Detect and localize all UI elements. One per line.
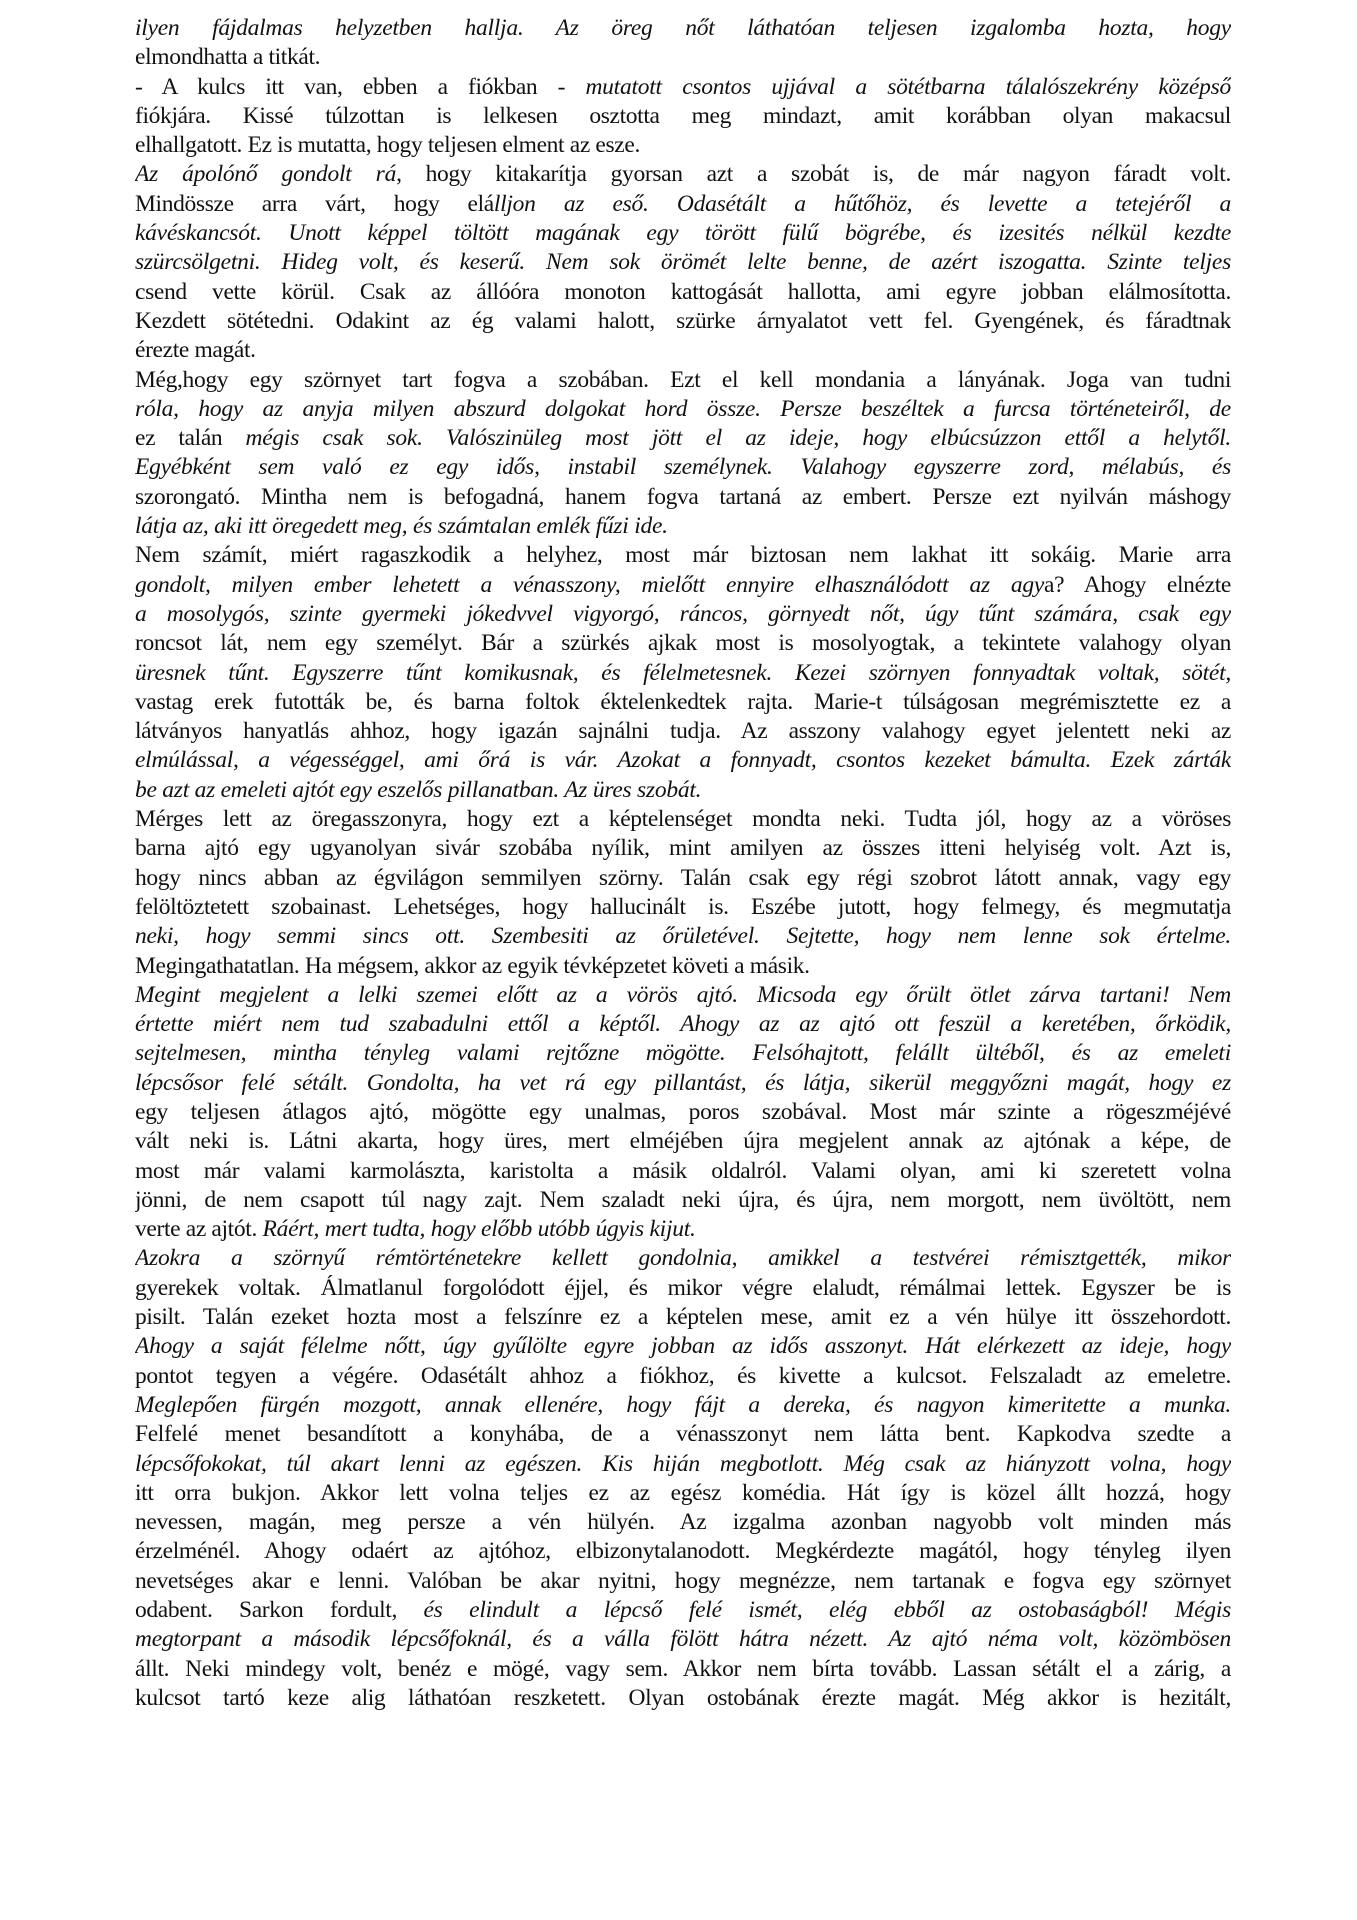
text-line: [135, 1127, 1231, 1156]
document-page: [135, 14, 1231, 1713]
text-line: [135, 1039, 1231, 1068]
text-line: [135, 1332, 1231, 1361]
italic-text-run: a mosolygós, szinte gyermeki jókedvvel vigyorgó, ráncos, görnyedt nőt, úgy tűnt számára, csak egy: [135, 600, 1231, 627]
text-line: [135, 864, 1231, 893]
text-line: [135, 629, 1231, 658]
text-line: [135, 805, 1231, 834]
text-run: - A kulcs itt van, ebben a fiókban -: [135, 73, 586, 100]
text-run: Kezdett sötétedni. Odakint az ég valami halott, szürke árnyalatot vett fel. Gyengének, és fáradtnak: [135, 307, 1231, 334]
text-line: [135, 453, 1231, 482]
italic-text-run: Ráért, mert tudta, hogy előbb utóbb úgyis kijut.: [262, 1216, 696, 1243]
text-line: [135, 1186, 1231, 1215]
text-line: [135, 541, 1231, 570]
text-line: [135, 131, 1231, 160]
italic-text-run: lépcsősor felé sétált. Gondolta, ha vet rá egy pillantást, és látja, sikerül meggyőzni magát, hogy ez: [135, 1069, 1231, 1096]
text-run: vált neki is. Látni akarta, hogy üres, mert elméjében újra megjelent annak az ajtónak a képe, de: [135, 1128, 1231, 1155]
text-run: gyerekek voltak. Álmatlanul forgolódott éjjel, és mikor végre elaludt, rémálmai lettek. Egyszer be is: [135, 1274, 1231, 1301]
text-run: barna ajtó egy ugyanolyan sivár szobába nyílik, mint amilyen az összes itteni helyiség volt. Azt is,: [135, 835, 1231, 862]
italic-text-run: Ahogy a saját félelme nőtt, úgy gyűlölte egyre jobban az idős asszonyt. Hát elérkezett az ideje, hogy: [135, 1333, 1231, 1360]
text-line: [135, 981, 1231, 1010]
italic-text-run: lljon az eső. Odasétált a hűtőhöz, és levette a tetejéről a: [493, 190, 1231, 217]
italic-text-run: róla, hogy az anyja milyen abszurd dolgokat hord össze. Persze beszéltek a furcsa történeteiről, de: [135, 395, 1231, 422]
text-line: [135, 190, 1231, 219]
italic-text-run: sejtelmesen, mintha tényleg valami rejtőzne mögötte. Felsóhajtott, felállt ültéből, és az emeleti: [135, 1040, 1231, 1067]
text-line: [135, 1215, 1231, 1244]
text-run: fiókjára. Kissé túlzottan is lelkesen osztotta meg mindazt, amit korábban olyan makacsul: [135, 102, 1231, 129]
italic-text-run: ilyen fájdalmas helyzetben hallja. Az öreg nőt láthatóan teljesen izgalomba hozta, hogy: [135, 15, 1231, 41]
text-run: pisilt. Talán ezeket hozta most a felszínre ez a képtelen mese, amit ez a vén hülye itt összehordott.: [135, 1304, 1231, 1331]
italic-text-run: Azokra a szörnyű rémtörténetekre kellett gondolnia, amikkel a testvérei rémisztgették, mikor: [135, 1245, 1231, 1272]
text-line: [135, 248, 1231, 277]
text-line: [135, 600, 1231, 629]
text-line: [135, 1157, 1231, 1186]
text-run: jönni, de nem csapott túl nagy zajt. Nem szaladt neki újra, és újra, nem morgott, nem üvöltött, nem: [135, 1186, 1231, 1213]
italic-text-run: elmúlással, a végességgel, ami őrá is vár. Azokat a fonnyadt, csontos kezeket bámulta. Ezek zárták: [135, 747, 1231, 774]
text-run: nevetséges akar e lenni. Valóban be akar nyitni, hogy megnézze, nem tartanak e fogva egy szörnyet: [135, 1567, 1231, 1594]
text-line: [135, 73, 1231, 102]
italic-text-run: szürcsölgetni. Hideg volt, és keserű. Nem sok örömét lelte benne, de azért iszogatta. Szinte teljes: [135, 249, 1231, 276]
text-line: [135, 1244, 1231, 1273]
text-line: [135, 1479, 1231, 1508]
text-line: [135, 1450, 1231, 1479]
text-run: szorongató. Mintha nem is befogadná, hanem fogva tartaná az embert. Persze ezt nyilván máshogy: [135, 483, 1231, 510]
text-run: odabent. Sarkon fordult,: [135, 1597, 424, 1624]
italic-text-run: mégis csak sok. Valószinüleg most jött el az ideje, hogy elbúcsúzzon ettől a helytől.: [245, 425, 1231, 452]
italic-text-run: Megint megjelent a lelki szemei előtt az a vörös ajtó. Micsoda egy őrült ötlet zárva tartani! Nem: [135, 981, 1231, 1008]
text-line: [135, 1274, 1231, 1303]
text-run: Mérges lett az öregasszonyra, hogy ezt a képtelenséget mondta neki. Tudta jól, hogy az a vöröses: [135, 806, 1231, 833]
text-line: [135, 1069, 1231, 1098]
text-run: a? Ahogy elnézte: [1044, 571, 1231, 598]
text-line: [135, 1625, 1231, 1654]
italic-text-run: Egyébként sem való ez egy idős, instabil személynek. Valahogy egyszerre zord, mélabús, és: [135, 454, 1231, 481]
text-run: vastag erek futották be, és barna foltok éktelenkedtek rajta. Marie-t túlságosan megrémisztette ez a: [135, 688, 1231, 715]
text-line: [135, 160, 1231, 189]
text-run: érezte magát.: [135, 337, 256, 364]
text-run: látványos hanyatlás ahhoz, hogy igazán sajnálni tudja. Az asszony valahogy egyet jelentett neki az: [135, 718, 1231, 745]
text-run: Megingathatatlan. Ha mégsem, akkor az egyik tévképzetet követi a másik.: [135, 952, 810, 979]
text-run: egy teljesen átlagos ajtó, mögötte egy unalmas, poros szobával. Most már szinte a rögeszméjévé: [135, 1098, 1231, 1125]
italic-text-run: kávéskancsót. Unott képpel töltött magának egy törött fülű bögrébe, és izesités nélkül kezdte: [135, 220, 1231, 247]
text-line: [135, 219, 1231, 248]
text-run: állt. Neki mindegy volt, benéz e mögé, vagy sem. Akkor nem bírta tovább. Lassan sétált el a zárig, a: [135, 1655, 1231, 1682]
text-run: felöltöztetett szobainast. Lehetséges, hogy hallucinált is. Eszébe jutott, hogy felmegy, és megmutatja: [135, 893, 1231, 920]
text-run: elhallgatott. Ez is mutatta, hogy teljesen elment az esze.: [135, 132, 640, 159]
text-line: [135, 1655, 1231, 1684]
text-line: [135, 336, 1231, 365]
text-line: [135, 1567, 1231, 1596]
text-run: nevessen, magán, meg persze a vén hülyén. Az izgalma azonban nagyobb volt minden más: [135, 1509, 1231, 1536]
italic-text-run: lépcsőfokokat, túl akart lenni az egészen. Kis hiján megbotlott. Még csak az hiányzott volna, hogy: [135, 1450, 1231, 1477]
text-line: [135, 307, 1231, 336]
text-line: [135, 1684, 1231, 1713]
text-run: verte az ajtót.: [135, 1216, 263, 1243]
italic-text-run: Az ápolónő gondolt rá: [135, 161, 397, 188]
italic-text-run: üresnek tűnt. Egyszerre tűnt komikusnak, és félelmetesnek. Kezei szörnyen fonnyadtak voltak, sötét,: [135, 659, 1231, 686]
text-line: [135, 717, 1231, 746]
text-line: [135, 395, 1231, 424]
text-run: most már valami karmolászta, karistolta a másik oldalról. Valami olyan, ami ki szeretett volna: [135, 1157, 1231, 1184]
italic-text-run: látja az, aki itt öregedett meg, és számtalan emlék fűzi ide.: [135, 513, 668, 540]
text-run: Még,hogy egy szörnyet tart fogva a szobában. Ezt el kell mondania a lányának. Joga van tudni: [135, 366, 1231, 393]
text-line: [135, 688, 1231, 717]
text-line: [135, 659, 1231, 688]
text-run: pontot tegyen a végére. Odasétált ahhoz a fiókhoz, és kivette a kulcsot. Felszaladt az emeletre.: [135, 1362, 1231, 1389]
text-run: roncsot lát, nem egy személyt. Bár a szürkés ajkak most is mosolyogtak, a tekintete valahogy olyan: [135, 630, 1231, 657]
text-line: [135, 483, 1231, 512]
italic-text-run: és elindult a lépcső felé ismét, elég ebből az ostobaságból! Mégis: [423, 1597, 1231, 1624]
italic-text-run: neki, hogy semmi sincs ott. Szembesiti az őrületével. Sejtette, hogy nem lenne sok értelme.: [135, 923, 1231, 950]
text-run: , hogy kitakarítja gyorsan azt a szobát is, de már nagyon fáradt volt.: [396, 161, 1231, 188]
text-line: [135, 1098, 1231, 1127]
text-run: Felfelé menet besandított a konyhába, de a vénasszonyt nem látta bent. Kapkodva szedte a: [135, 1421, 1231, 1448]
text-line: [135, 43, 1231, 72]
text-line: [135, 893, 1231, 922]
italic-text-run: Meglepően fürgén mozgott, annak ellenére, hogy fájt a dereka, és nagyon kimeritette a munka.: [135, 1391, 1231, 1418]
text-run: elmondhatta a titkát.: [135, 44, 321, 71]
text-line: [135, 571, 1231, 600]
italic-text-run: értette miért nem tud szabadulni ettől a képtől. Ahogy az az ajtó ott feszül a keretében, őrködik,: [135, 1011, 1231, 1038]
text-line: [135, 746, 1231, 775]
italic-text-run: megtorpant a második lépcsőfoknál, és a válla fölött hátra nézett. Az ajtó néma volt, közömbösen: [135, 1626, 1231, 1653]
text-line: [135, 1391, 1231, 1420]
text-line: [135, 1420, 1231, 1449]
text-run: kulcsot tartó keze alig láthatóan reszketett. Olyan ostobának érezte magát. Még akkor is hezitált,: [135, 1684, 1231, 1711]
text-line: [135, 1537, 1231, 1566]
text-line: [135, 922, 1231, 951]
text-line: [135, 14, 1231, 43]
text-line: [135, 834, 1231, 863]
text-run: Nem számít, miért ragaszkodik a helyhez, most már biztosan nem lakhat itt sokáig. Marie arra: [135, 542, 1231, 569]
text-line: [135, 512, 1231, 541]
text-line: [135, 278, 1231, 307]
italic-text-run: be azt az emeleti ajtót egy eszelős pillanatban. Az üres szobát.: [135, 776, 702, 803]
text-line: [135, 1508, 1231, 1537]
text-line: [135, 952, 1231, 981]
text-line: [135, 1362, 1231, 1391]
text-line: [135, 776, 1231, 805]
text-run: csend vette körül. Csak az állóóra monoton kattogását hallotta, ami egyre jobban elálmosította.: [135, 278, 1231, 305]
text-line: [135, 1010, 1231, 1039]
italic-text-run: mutatott csontos ujjával a sötétbarna tálalószekrény középső: [585, 73, 1231, 100]
text-line: [135, 102, 1231, 131]
text-line: [135, 1596, 1231, 1625]
text-line: [135, 366, 1231, 395]
text-run: ez talán: [135, 425, 246, 452]
text-run: Mindössze arra várt, hogy elá: [135, 190, 494, 217]
text-line: [135, 1303, 1231, 1332]
text-run: érzelménél. Ahogy odaért az ajtóhoz, elbizonytalanodott. Megkérdezte magától, hogy tényleg ilyen: [135, 1538, 1231, 1565]
text-run: hogy nincs abban az égvilágon semmilyen szörny. Talán csak egy régi szobrot látott annak, vagy egy: [135, 864, 1231, 891]
italic-text-run: gondolt, milyen ember lehetett a vénasszony, mielőtt ennyire elhasználódott az agy: [135, 571, 1045, 598]
text-run: itt orra bukjon. Akkor lett volna teljes ez az egész komédia. Hát így is közel állt hozzá, hogy: [135, 1479, 1231, 1506]
text-line: [135, 424, 1231, 453]
